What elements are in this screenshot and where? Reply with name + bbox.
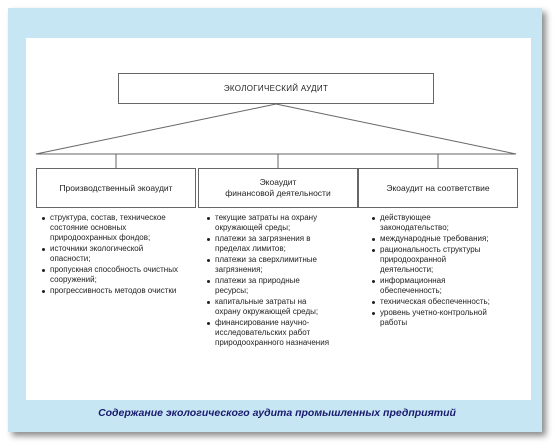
- box-financial-audit: [198, 168, 358, 208]
- list-item: структура, состав, техническое состояние основных природоохранных фондов;: [41, 213, 201, 243]
- list-item: рациональность структуры природоохранной деятельности;: [371, 245, 521, 275]
- box-label: Экоаудит финансовой деятельности: [225, 177, 331, 198]
- list-item: капитальные затраты на охрану окружающей среды;: [206, 297, 356, 317]
- list-item: прогрессивность методов очистки: [41, 286, 201, 296]
- list-item: пропускная способность очистных сооружений;: [41, 265, 201, 285]
- box-compliance-audit: [358, 168, 518, 208]
- list-item: платежи за загрязнения в пределах лимитов;: [206, 234, 356, 254]
- compliance-items: [371, 213, 521, 329]
- diagram-canvas: [26, 38, 531, 400]
- list-item: действующее законодательство;: [371, 213, 521, 233]
- list-item: техническая обеспеченность;: [371, 297, 521, 307]
- diagram-title: ЭКОЛОГИЧЕСКИЙ АУДИТ: [223, 83, 329, 93]
- box-label: Экоаудит на соответствие: [386, 182, 490, 193]
- list-item: финансирование научно- исследовательских работ природоохранного назначения: [206, 318, 356, 348]
- page-frame: [8, 8, 542, 432]
- production-items: [41, 213, 201, 297]
- list-item: международные требования;: [371, 234, 521, 244]
- list-item: информационная обеспеченность;: [371, 276, 521, 296]
- list-item: текущие затраты на охрану окружающей среды;: [206, 213, 356, 233]
- box-production-audit: [36, 168, 196, 208]
- list-item: источники экологической опасности;: [41, 244, 201, 264]
- list-item: уровень учетно-контрольной работы: [371, 308, 521, 328]
- triangle-connector: [36, 104, 516, 154]
- box-label: Производственный экоаудит: [59, 182, 173, 193]
- list-item: платежи за сверхлимитные загрязнения;: [206, 255, 356, 275]
- financial-items: [206, 213, 356, 349]
- title-box: [118, 73, 434, 104]
- list-item: платежи за природные ресурсы;: [206, 276, 356, 296]
- figure-caption: Содержание экологического аудита промышленных предприятий: [98, 407, 456, 419]
